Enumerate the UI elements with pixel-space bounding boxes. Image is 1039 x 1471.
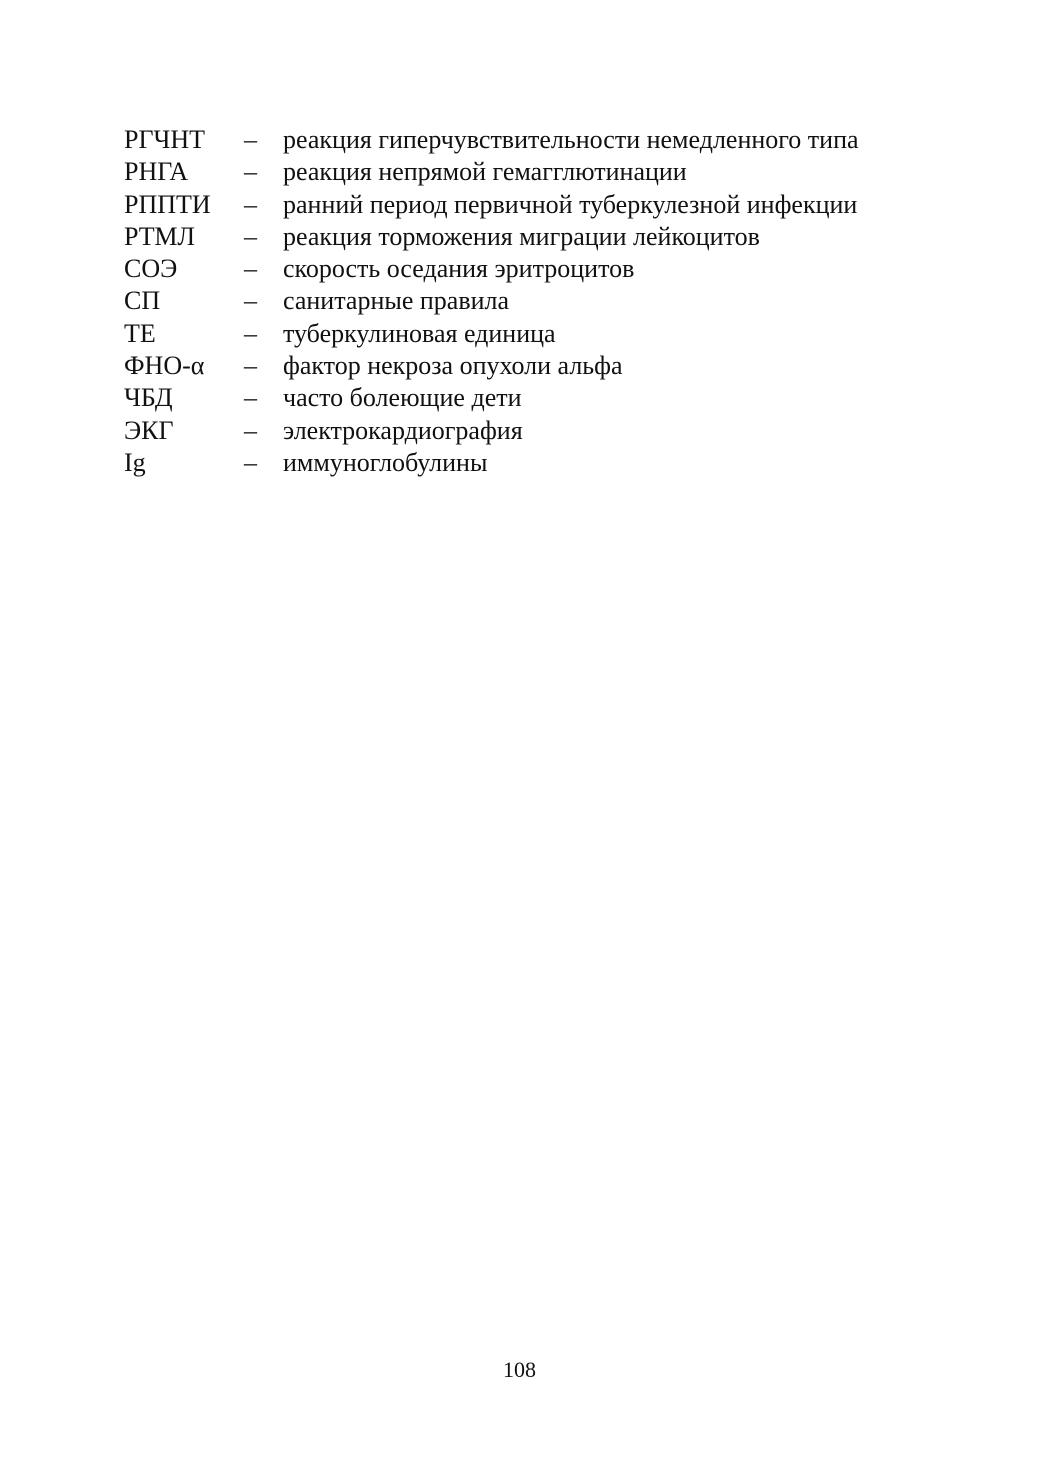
abbreviation-definition: ранний период первичной туберкулезной инфекции [283,189,858,219]
abbreviation-term: РГЧНТ [124,125,206,154]
abbreviation-row [124,285,944,317]
abbreviation-term: ЭКГ [124,415,174,445]
abbreviation-row [124,447,944,479]
abbreviation-definition: фактор некроза опухоли альфа [283,351,623,381]
abbreviation-dash: – [244,125,257,154]
abbreviation-definition: реакция непрямой гемагглютинации [283,157,687,187]
abbreviation-term: РППТИ [124,189,211,219]
abbreviation-dash: – [244,286,257,316]
abbreviation-row [124,350,944,382]
page-number: 108 [503,1357,536,1382]
abbreviation-row [124,124,944,156]
abbreviation-definition: санитарные правила [283,286,510,316]
abbreviation-term: ЧБД [124,383,173,413]
abbreviation-list [124,124,944,479]
abbreviation-term: СОЭ [124,254,178,284]
abbreviation-term: СП [124,286,161,316]
abbreviation-row [124,415,944,447]
abbreviation-dash: – [244,221,257,251]
abbreviation-definition: электрокардиография [283,415,523,445]
abbreviation-definition: часто болеющие дети [283,383,522,413]
abbreviation-dash: – [244,415,257,445]
abbreviation-definition: иммуноглобулины [283,447,488,477]
abbreviation-term: РТМЛ [124,221,196,251]
abbreviation-term: ТЕ [124,318,156,348]
abbreviation-dash: – [244,157,257,187]
abbreviation-row [124,253,944,285]
abbreviation-row [124,189,944,221]
abbreviation-dash: – [244,254,257,284]
abbreviation-row [124,382,944,414]
abbreviation-definition: реакция гиперчувствительности немедленного типа [283,125,859,154]
abbreviation-dash: – [244,318,257,348]
abbreviation-definition: скорость оседания эритроцитов [283,254,635,284]
abbreviation-row [124,221,944,253]
abbreviation-dash: – [244,447,257,477]
abbreviation-dash: – [244,351,257,381]
abbreviation-term: ФНО-α [124,351,205,381]
abbreviation-term: Ig [124,447,146,477]
abbreviation-dash: – [244,383,257,413]
abbreviation-row [124,156,944,188]
abbreviation-definition: реакция торможения миграции лейкоцитов [283,221,760,251]
abbreviation-dash: – [244,189,257,219]
abbreviation-definition: туберкулиновая единица [283,318,556,348]
abbreviation-term: РНГА [124,157,189,187]
abbreviation-row [124,318,944,350]
